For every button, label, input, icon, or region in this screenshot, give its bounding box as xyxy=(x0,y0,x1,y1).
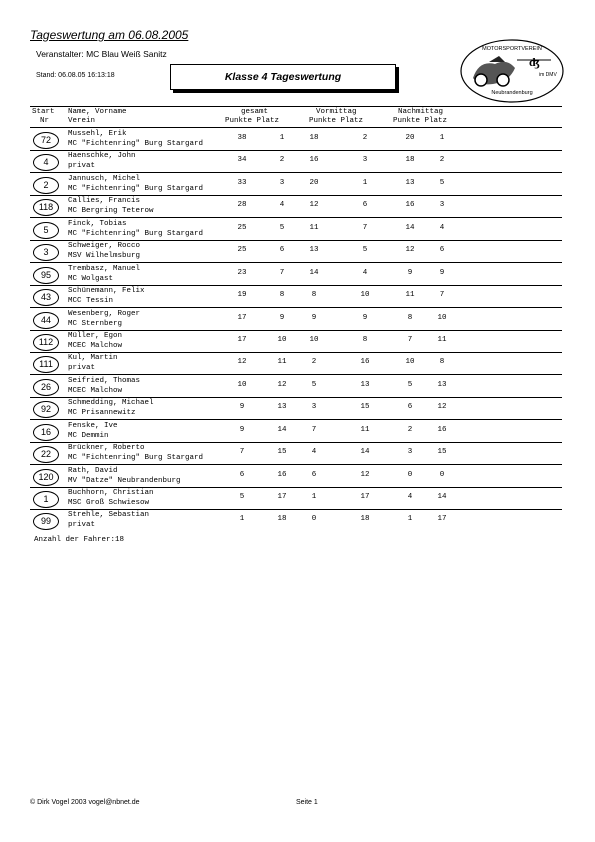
cell-vpl: 12 xyxy=(360,470,370,479)
organizer-label: Veranstalter: MC Blau Weiß Sanitz xyxy=(36,49,167,59)
logo-top-text: MOTORSPORTVEREIN xyxy=(482,46,542,52)
cell-vpl: 2 xyxy=(362,134,368,142)
rider-name: Schünemann, Felix xyxy=(68,287,145,296)
cell-gpl: 15 xyxy=(277,448,287,457)
cell-gpl: 17 xyxy=(277,493,287,502)
rider-name: Müller, Egon xyxy=(68,331,123,340)
cell-npl: 4 xyxy=(439,223,445,232)
cell-gpl: 16 xyxy=(277,470,287,479)
rider-club: MC "Fichtenring" Burg Stargard xyxy=(68,229,204,238)
cell-gp: 10 xyxy=(237,380,247,389)
cell-vp: 11 xyxy=(309,223,319,232)
rider-info xyxy=(68,241,140,261)
club-logo-icon xyxy=(459,38,565,104)
rider-info xyxy=(68,421,118,441)
cell-vp: 4 xyxy=(311,448,317,457)
club-logo xyxy=(459,38,565,104)
class-title-box xyxy=(170,64,396,90)
col-total-header: gesamt xyxy=(241,108,269,116)
rider-name: Fenske, Ive xyxy=(68,421,118,430)
rider-club: privat xyxy=(68,162,96,171)
cell-npl: 1 xyxy=(439,134,445,142)
table-row xyxy=(30,240,562,262)
table-row xyxy=(30,195,562,217)
cell-vp: 8 xyxy=(311,291,317,300)
table-row xyxy=(30,465,562,487)
cell-gp: 25 xyxy=(237,246,247,255)
cell-vp: 1 xyxy=(311,493,317,502)
cell-gpl: 1 xyxy=(279,134,285,142)
rider-name: Wesenberg, Roger xyxy=(68,309,141,318)
cell-np: 3 xyxy=(407,448,413,457)
rider-club: MC Prisannewitz xyxy=(68,409,136,418)
rider-club: MCEC Malchow xyxy=(68,386,123,395)
cell-npl: 6 xyxy=(439,246,445,255)
cell-gpl: 10 xyxy=(277,335,287,344)
start-number-badge: 43 xyxy=(33,289,59,306)
cell-vp: 20 xyxy=(309,178,319,187)
cell-gp: 28 xyxy=(237,201,247,210)
cell-np: 20 xyxy=(405,134,415,142)
start-number-badge: 22 xyxy=(33,446,59,463)
rider-info xyxy=(68,510,149,530)
table-row xyxy=(30,375,562,397)
cell-gpl: 2 xyxy=(279,156,285,165)
start-number-badge: 5 xyxy=(33,222,59,239)
rider-name: Callies, Francis xyxy=(68,197,141,206)
cell-vp: 18 xyxy=(309,134,319,142)
cell-npl: 8 xyxy=(439,358,445,367)
table-row xyxy=(30,128,562,150)
rider-name: Strehle, Sebastian xyxy=(68,511,150,520)
cell-np: 9 xyxy=(407,268,413,277)
cell-np: 11 xyxy=(405,291,415,300)
table-row xyxy=(30,487,562,509)
col-afternoon-header: Nachmittag xyxy=(398,108,444,116)
rider-name: Finck, Tobias xyxy=(68,219,127,228)
rider-info xyxy=(68,309,140,329)
cell-gp: 9 xyxy=(239,403,245,412)
cell-np: 2 xyxy=(407,425,413,434)
rider-name: Kul, Martin xyxy=(68,354,118,363)
cell-gp: 17 xyxy=(237,335,247,344)
rider-name: Brückner, Roberto xyxy=(68,444,145,453)
rider-name: Haenschke, John xyxy=(68,152,136,161)
cell-gpl: 8 xyxy=(279,291,285,300)
cell-np: 12 xyxy=(405,246,415,255)
rider-count: Anzahl der Fahrer:18 xyxy=(34,536,125,544)
col-afternoon-sub: Punkte Platz xyxy=(393,117,448,125)
col-name-header: Name, Vorname xyxy=(68,108,127,116)
cell-vp: 7 xyxy=(311,425,317,434)
cell-gp: 12 xyxy=(237,358,247,367)
cell-np: 8 xyxy=(407,313,413,322)
cell-vp: 6 xyxy=(311,470,317,479)
cell-np: 14 xyxy=(405,223,415,232)
cell-np: 4 xyxy=(407,493,413,502)
cell-npl: 17 xyxy=(437,515,447,524)
cell-npl: 11 xyxy=(437,335,447,344)
table-top-rule xyxy=(30,106,562,107)
cell-np: 7 xyxy=(407,335,413,344)
rider-info xyxy=(68,443,203,463)
col-club-header: Verein xyxy=(68,117,96,125)
cell-gp: 34 xyxy=(237,156,247,165)
start-number-badge: 92 xyxy=(33,401,59,418)
rider-club: MCEC Malchow xyxy=(68,341,123,350)
cell-npl: 12 xyxy=(437,403,447,412)
cell-vp: 14 xyxy=(309,268,319,277)
class-title: Klasse 4 Tageswertung xyxy=(224,71,342,83)
cell-gpl: 13 xyxy=(277,403,287,412)
rider-info xyxy=(68,488,154,508)
start-number-badge: 1 xyxy=(33,491,59,508)
cell-vpl: 17 xyxy=(360,493,370,502)
cell-vpl: 9 xyxy=(362,313,368,322)
rider-club: MCC Tessin xyxy=(68,297,114,306)
cell-gp: 19 xyxy=(237,291,247,300)
cell-gp: 6 xyxy=(239,470,245,479)
rider-club: MC Wolgast xyxy=(68,274,114,283)
cell-vpl: 4 xyxy=(362,268,368,277)
table-row xyxy=(30,173,562,195)
col-nr-header: Nr xyxy=(40,117,50,125)
col-morning-header: Vormittag xyxy=(316,108,357,116)
rider-name: Jannusch, Michel xyxy=(68,174,141,183)
cell-gpl: 12 xyxy=(277,380,287,389)
rider-name: Rath, David xyxy=(68,466,118,475)
rider-club: MC Demmin xyxy=(68,431,109,440)
rider-club: MV "Datze" Neubrandenburg xyxy=(68,476,181,485)
cell-gpl: 14 xyxy=(277,425,287,434)
cell-np: 16 xyxy=(405,201,415,210)
cell-vpl: 8 xyxy=(362,335,368,344)
rider-club: MC "Fichtenring" Burg Stargard xyxy=(68,184,204,193)
cell-npl: 2 xyxy=(439,156,445,165)
start-number-badge: 72 xyxy=(33,132,59,149)
cell-np: 0 xyxy=(407,470,413,479)
rider-club: MC Bergring Teterow xyxy=(68,207,154,216)
table-row xyxy=(30,397,562,419)
cell-gp: 5 xyxy=(239,493,245,502)
cell-vpl: 3 xyxy=(362,156,368,165)
rider-info xyxy=(68,129,203,149)
cell-np: 18 xyxy=(405,156,415,165)
cell-npl: 13 xyxy=(437,380,447,389)
cell-vp: 0 xyxy=(311,515,317,524)
cell-np: 10 xyxy=(405,358,415,367)
cell-gp: 17 xyxy=(237,313,247,322)
cell-vp: 10 xyxy=(309,335,319,344)
cell-gp: 9 xyxy=(239,425,245,434)
table-row xyxy=(30,150,562,172)
table-row xyxy=(30,285,562,307)
cell-np: 6 xyxy=(407,403,413,412)
cell-npl: 15 xyxy=(437,448,447,457)
rider-club: MC "Fichtenring" Burg Stargard xyxy=(68,454,204,463)
cell-vpl: 15 xyxy=(360,403,370,412)
rider-club: MC Sternberg xyxy=(68,319,123,328)
table-row xyxy=(30,263,562,285)
start-number-badge: 120 xyxy=(33,469,59,486)
cell-npl: 16 xyxy=(437,425,447,434)
start-number-badge: 99 xyxy=(33,513,59,530)
rider-info xyxy=(68,398,154,418)
cell-gpl: 9 xyxy=(279,313,285,322)
rider-name: Seifried, Thomas xyxy=(68,376,141,385)
rider-name: Schweiger, Rocco xyxy=(68,242,141,251)
table-row xyxy=(30,509,562,531)
rider-club: MSC Groß Schwiesow xyxy=(68,499,150,508)
rider-club: privat xyxy=(68,364,96,373)
cell-vpl: 6 xyxy=(362,201,368,210)
cell-vpl: 5 xyxy=(362,246,368,255)
start-number-badge: 95 xyxy=(33,267,59,284)
cell-gpl: 4 xyxy=(279,201,285,210)
cell-gp: 33 xyxy=(237,178,247,187)
col-total-sub: Punkte Platz xyxy=(225,117,280,125)
table-row xyxy=(30,420,562,442)
rider-info xyxy=(68,376,140,396)
table-row xyxy=(30,218,562,240)
cell-vpl: 1 xyxy=(362,178,368,187)
logo-bottom-text: Neubrandenburg xyxy=(491,90,533,96)
rider-info xyxy=(68,331,122,351)
start-number-badge: 4 xyxy=(33,154,59,171)
page-number: Seite 1 xyxy=(296,799,318,806)
cell-gpl: 5 xyxy=(279,223,285,232)
cell-gpl: 6 xyxy=(279,246,285,255)
logo-mid-text: im DMV xyxy=(539,72,557,78)
rider-info xyxy=(68,219,203,239)
rider-name: Trembasz, Manuel xyxy=(68,264,141,273)
start-number-badge: 26 xyxy=(33,379,59,396)
start-number-badge: 2 xyxy=(33,177,59,194)
cell-npl: 14 xyxy=(437,493,447,502)
cell-vp: 16 xyxy=(309,156,319,165)
rider-club: MSV Wilhelmsburg xyxy=(68,252,141,261)
table-row xyxy=(30,330,562,352)
cell-vpl: 14 xyxy=(360,448,370,457)
col-morning-sub: Punkte Platz xyxy=(309,117,364,125)
svg-text:ʤ: ʤ xyxy=(529,55,540,69)
cell-vp: 3 xyxy=(311,403,317,412)
cell-gpl: 7 xyxy=(279,268,285,277)
cell-gpl: 3 xyxy=(279,178,285,187)
cell-gp: 1 xyxy=(239,515,245,524)
cell-vpl: 16 xyxy=(360,358,370,367)
rider-club: privat xyxy=(68,521,96,530)
rider-info xyxy=(68,353,118,373)
cell-gpl: 18 xyxy=(277,515,287,524)
col-start-header: Start xyxy=(32,108,55,116)
cell-np: 13 xyxy=(405,178,415,187)
cell-npl: 7 xyxy=(439,291,445,300)
cell-vp: 9 xyxy=(311,313,317,322)
table-row xyxy=(30,308,562,330)
cell-vp: 2 xyxy=(311,358,317,367)
rider-info xyxy=(68,174,203,194)
cell-npl: 9 xyxy=(439,268,445,277)
cell-gpl: 11 xyxy=(277,358,287,367)
footer-copyright: © Dirk Vogel 2003 vogel@nbnet.de xyxy=(30,799,140,806)
rider-info xyxy=(68,151,136,171)
cell-npl: 3 xyxy=(439,201,445,210)
cell-vp: 12 xyxy=(309,201,319,210)
cell-vpl: 11 xyxy=(360,425,370,434)
start-number-badge: 16 xyxy=(33,424,59,441)
rider-info xyxy=(68,196,154,216)
cell-npl: 0 xyxy=(439,470,445,479)
rider-info xyxy=(68,264,140,284)
cell-np: 1 xyxy=(407,515,413,524)
cell-vpl: 13 xyxy=(360,380,370,389)
cell-vpl: 7 xyxy=(362,223,368,232)
cell-gp: 38 xyxy=(237,134,247,142)
rider-name: Mussehl, Erik xyxy=(68,130,127,138)
start-number-badge: 3 xyxy=(33,244,59,261)
rider-name: Buchhorn, Christian xyxy=(68,489,154,498)
rider-club: MC "Fichtenring" Burg Stargard xyxy=(68,140,204,148)
rider-info xyxy=(68,466,181,486)
start-number-badge: 112 xyxy=(33,334,59,351)
cell-vp: 13 xyxy=(309,246,319,255)
cell-gp: 7 xyxy=(239,448,245,457)
rider-name: Schmedding, Michael xyxy=(68,399,154,408)
start-number-badge: 118 xyxy=(33,199,59,216)
cell-np: 5 xyxy=(407,380,413,389)
cell-npl: 10 xyxy=(437,313,447,322)
cell-npl: 5 xyxy=(439,178,445,187)
status-timestamp: Stand: 06.08.05 16:13:18 xyxy=(36,72,115,79)
table-row xyxy=(30,352,562,374)
start-number-badge: 44 xyxy=(33,312,59,329)
rider-info xyxy=(68,286,145,306)
table-row xyxy=(30,442,562,464)
page-title: Tageswertung am 06.08.2005 xyxy=(30,28,189,42)
cell-vpl: 18 xyxy=(360,515,370,524)
cell-vpl: 10 xyxy=(360,291,370,300)
cell-gp: 25 xyxy=(237,223,247,232)
start-number-badge: 111 xyxy=(33,356,59,373)
cell-vp: 5 xyxy=(311,380,317,389)
cell-gp: 23 xyxy=(237,268,247,277)
